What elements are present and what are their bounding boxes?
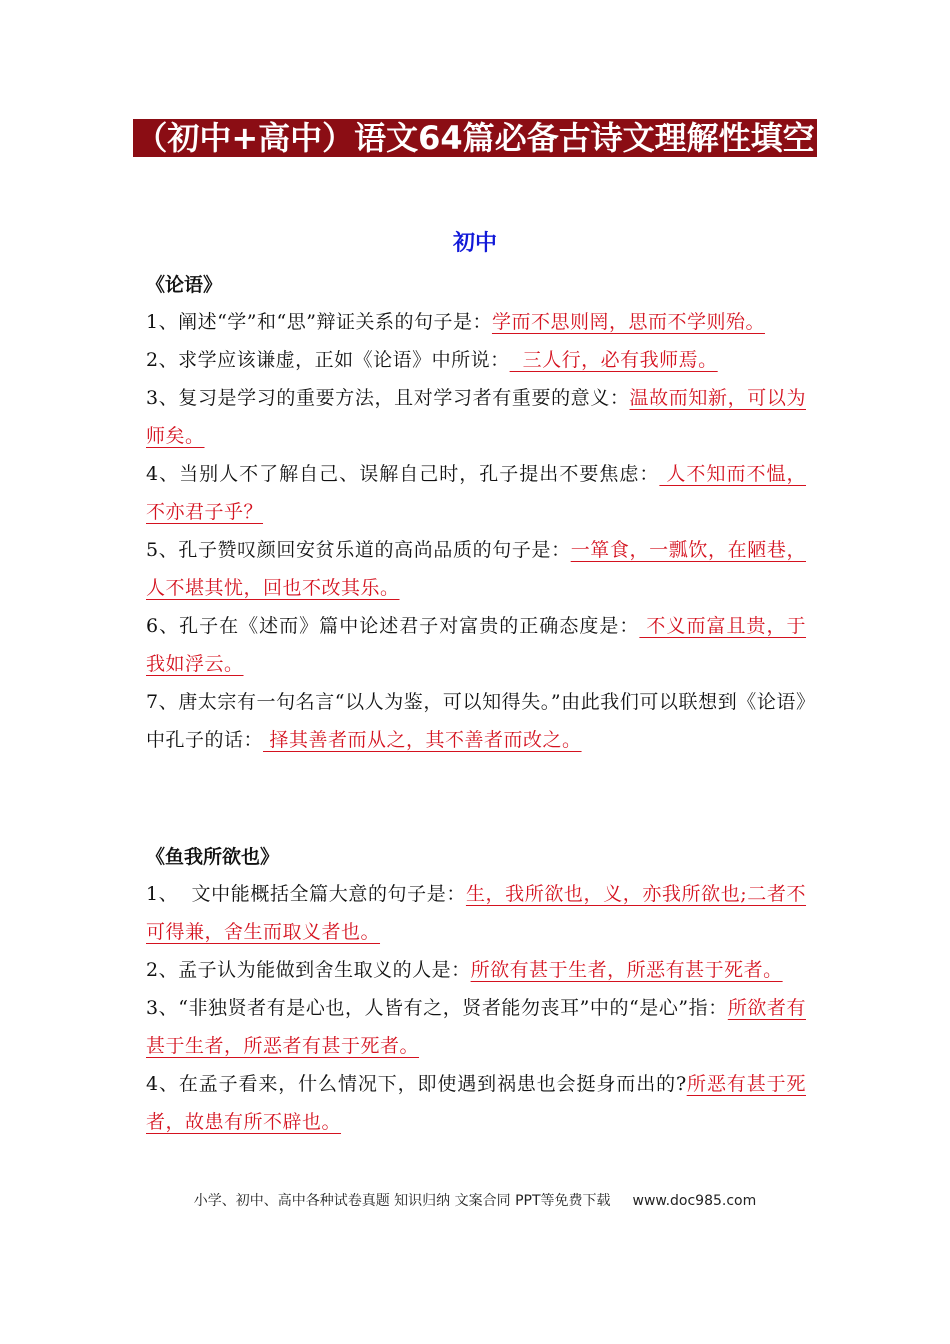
title-text: （初中+高中）语文64篇必备古诗文理解性填空 [135, 119, 815, 157]
question-text: 4、当别人不了解自己、误解自己时，孔子提出不要焦虑： [146, 463, 660, 485]
answer-text: 所恶有甚于死者，故患有所不辟也。 [146, 1073, 806, 1133]
question-item [146, 875, 806, 951]
answer-text: 生，我所欲也，义，亦我所欲也;二者不可得兼，舍生而取义者也。 [146, 883, 807, 943]
question-text: 3、复习是学习的重要方法，且对学习者有重要的意义： [146, 387, 630, 409]
question-item [146, 683, 806, 759]
question-item [146, 951, 806, 989]
question-item [146, 1065, 806, 1141]
answer-text: 人不知而不愠，不亦君子乎？ [146, 463, 806, 523]
question-text: 5、孔子赞叹颜回安贫乐道的高尚品质的句子是： [146, 539, 571, 561]
section-heading: 初中 [452, 231, 497, 256]
page-footer [0, 1190, 950, 1210]
answer-text: 一箪食，一瓢饮，在陋巷，人不堪其忧，回也不改其乐。 [146, 539, 806, 599]
answer-text: 所欲有甚于生者，所恶有甚于死者。 [470, 959, 783, 981]
question-text: 4、在孟子看来，什么情况下，即使遇到祸患也会挺身而出的? [146, 1073, 687, 1095]
question-list-yuwosuoyuye [146, 875, 806, 1141]
document-title [90, 110, 860, 166]
book-heading-lunyu: 《论语》 [146, 274, 223, 296]
answer-text: 学而不思则罔，思而不学则殆。 [491, 311, 765, 333]
question-list-lunyu [146, 303, 806, 759]
question-text: 2、求学应该谦虚，正如《论语》中所说： [146, 349, 510, 371]
footer-text: 小学、初中、高中各种试卷真题 知识归纳 文案合同 PPT等免费下载 [193, 1193, 611, 1209]
question-text: 2、孟子认为能做到舍生取义的人是： [146, 959, 471, 981]
question-text: 1、阐述“学”和“思”辩证关系的句子是： [146, 311, 492, 333]
book-heading-yuwosuoyuye: 《鱼我所欲也》 [146, 846, 280, 868]
question-item [146, 531, 806, 607]
question-item [146, 607, 806, 683]
answer-text: 温故而知新，可以为师矣。 [146, 387, 806, 447]
answer-text: 所欲者有甚于生者，所恶者有甚于死者。 [146, 997, 806, 1057]
question-item [146, 379, 806, 455]
answer-text: 择其善者而从之，其不善者而改之。 [263, 729, 582, 751]
question-text: 1、 文中能概括全篇大意的句子是： [146, 883, 466, 905]
question-item [146, 989, 806, 1065]
question-item [146, 341, 806, 379]
answer-text: 不义而富且贵，于我如浮云。 [146, 615, 807, 675]
question-text: 3、“非独贤者有是心也，人皆有之，贤者能勿丧耳”中的“是心”指： [146, 997, 728, 1019]
question-item [146, 455, 806, 531]
question-text: 6、孔子在《述而》篇中论述君子对富贵的正确态度是： [146, 615, 640, 637]
question-item [146, 303, 806, 341]
question-text: 7、唐太宗有一句名言“以人为鉴，可以知得失。”由此我们可以联想到《论语》中孔子的话： [146, 691, 806, 751]
answer-text: 三人行，必有我师焉。 [509, 349, 718, 371]
footer-site-link[interactable]: www.doc985.com [632, 1193, 757, 1209]
